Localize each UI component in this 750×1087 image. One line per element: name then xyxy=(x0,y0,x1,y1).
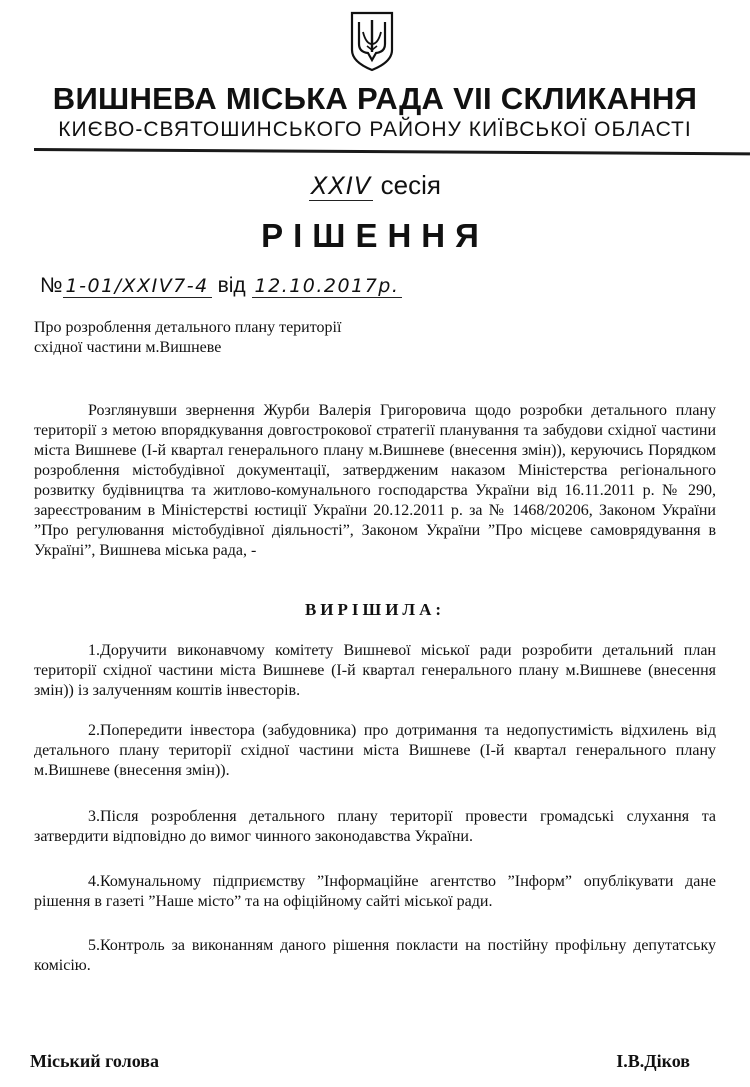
decision-date: 12.10.2017р. xyxy=(252,275,403,298)
council-name: ВИШНЕВА МІСЬКА РАДА VII СКЛИКАННЯ xyxy=(52,81,698,116)
resolution-item: 3.Після розроблення детального плану території провести громадські слухання та затвердити відповідно до вимог чинного законодавства України. xyxy=(34,808,716,845)
session-label: сесія xyxy=(380,170,441,200)
signatory-title: Міський голова xyxy=(30,1051,159,1071)
signatory-name: І.В.Діков xyxy=(616,1051,690,1071)
decision-title: РІШЕННЯ xyxy=(261,217,489,254)
resolution-item: 1.Доручити виконавчому комітету Вишневої міської ради розробити детальний план території східної частини міста Вишневе (І-й квартал генерального плану м.Вишневе (внесення змін)) із залученням коштів інвесторів. xyxy=(34,642,716,699)
decision-number: 1-01/XXIV7-4 xyxy=(63,275,212,298)
preamble-paragraph: Розглянувши звернення Журби Валерія Григоровича щодо розробки детального плану території з метою впорядкування довгострокової стратегії планування та забудови східної частини міста Вишневе (І-й квартал генерального плану м.Вишневе (внесення змін)), керуючись Порядком розроблення містобудівної документації, затвердженим наказом Міністерства регіонального розвитку будівництва та житлово-комунального господарства України від 16.11.2011 р. № 290, зареєстрованим в Міністерстві юстиції України 20.12.2011 р. за № 1468/20206, Законом України ”Про регулювання містобудівної діяльності”, Законом України ”Про місцеве самоврядування в Україні”, Вишнева міська рада, - xyxy=(34,402,716,559)
decision-subject xyxy=(34,318,454,358)
trident-coat-of-arms-icon xyxy=(349,10,395,72)
resolved-heading: ВИРІШИЛА: xyxy=(304,600,446,619)
subject-line: східної частини м.Вишневе xyxy=(34,339,222,356)
session-line xyxy=(0,168,750,203)
date-prefix: від xyxy=(217,274,246,297)
header-divider xyxy=(34,148,750,155)
decision-number-line xyxy=(40,270,402,302)
resolution-item: 5.Контроль за виконанням даного рішення покласти на постійну профільну депутатську комісію. xyxy=(34,937,716,974)
session-number: XXIV xyxy=(311,172,372,200)
council-district: КИЄВО-СВЯТОШИНСЬКОГО РАЙОНУ КИЇВСЬКОЇ ОБЛАСТІ xyxy=(58,118,692,141)
subject-line: Про розроблення детального плану території xyxy=(34,319,342,336)
resolution-item: 2.Попередити інвестора (забудовника) про дотримання та недопустимість відхилень від детального плану території східної частини міста Вишневе (І-й квартал генерального плану м.Вишневе (внесення змін)). xyxy=(34,722,716,779)
resolution-item: 4.Комунальному підприємству ”Інформаційне агентство ”Інформ” опублікувати дане рішення в газеті ”Наше місто” та на офіційному сайті міської ради. xyxy=(34,873,716,910)
number-prefix: № xyxy=(40,274,63,297)
